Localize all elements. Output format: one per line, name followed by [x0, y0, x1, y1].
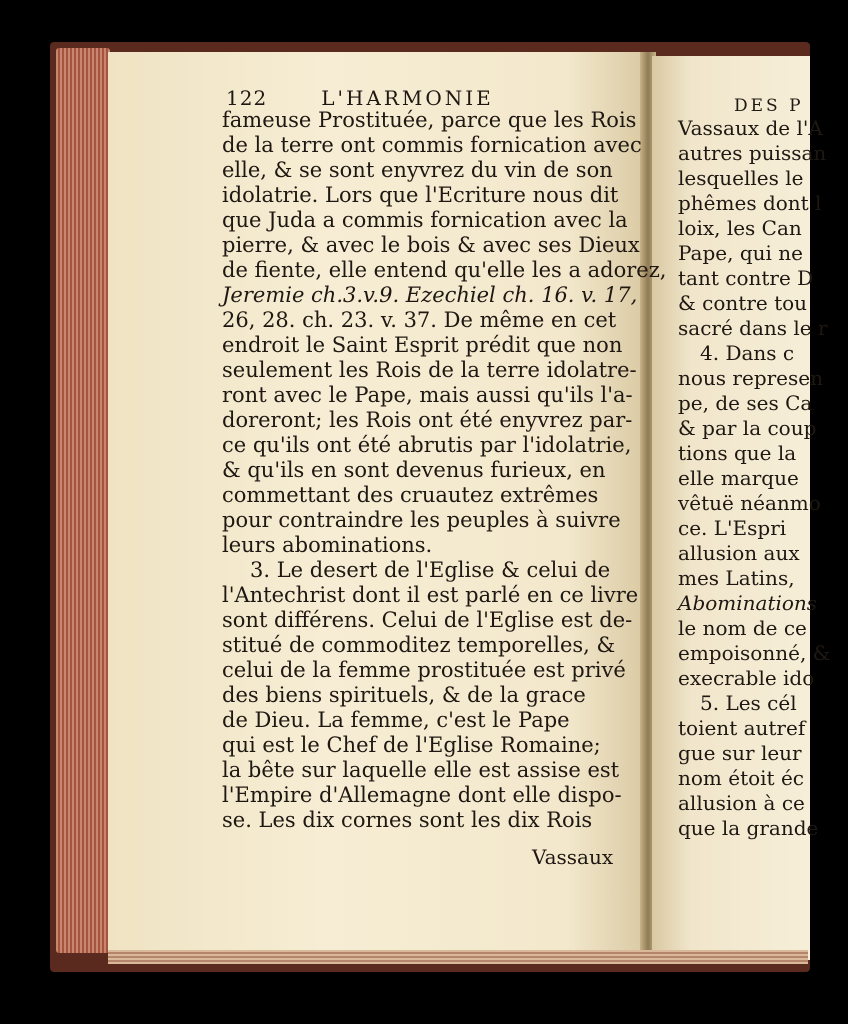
left-text-line: ront avec le Pape, mais aussi qu'ils l'a-: [222, 383, 633, 407]
left-text-line: sont différens. Celui de l'Eglise est de-: [222, 608, 633, 632]
left-text-line: ce qu'ils ont été abrutis par l'idolatrie,: [222, 433, 632, 457]
left-text-line: de Dieu. La femme, c'est le Pape: [222, 708, 570, 732]
left-text-line: 3. Le desert de l'Eglise & celui de: [250, 558, 611, 582]
right-text-line: lesquelles le: [678, 166, 804, 190]
left-text-line: la bête sur laquelle elle est assise est: [222, 758, 620, 782]
left-text-line: endroit le Saint Esprit prédit que non: [222, 333, 623, 357]
right-text-line: pe, de ses Ca: [678, 391, 813, 415]
right-text-line: autres puissan: [678, 141, 827, 165]
right-text-line: Abominations: [678, 591, 818, 615]
right-text-line: & contre tou: [678, 291, 808, 315]
right-text-block: [652, 56, 831, 960]
left-text-line: seulement les Rois de la terre idolatre-: [222, 358, 637, 382]
left-text-line: l'Antechrist dont il est parlé en ce livre: [222, 583, 639, 607]
right-text-line: gue sur leur: [678, 741, 802, 765]
right-text-line: Pape, qui ne: [678, 241, 803, 265]
left-text-line: pour contraindre les peuples à suivre: [222, 508, 621, 532]
left-text-line: fameuse Prostituée, parce que les Rois: [222, 108, 637, 132]
left-text-line: que Juda a commis fornication avec la: [222, 208, 628, 232]
left-text-line: idolatrie. Lors que l'Ecriture nous dit: [222, 183, 619, 207]
right-running-head: DES P: [734, 96, 804, 116]
left-text-line: elle, & se sont enyvrez du vin de son: [222, 158, 613, 182]
right-text-line: tions que la: [678, 441, 797, 465]
running-title: L'HARMONIE: [321, 86, 494, 110]
left-text-line: de fiente, elle entend qu'elle les a adorez,: [222, 258, 667, 282]
right-text-line: loix, les Can: [678, 216, 802, 240]
right-text-line: empoisonné, &: [678, 641, 831, 665]
left-text-line: leurs abominations.: [222, 533, 433, 557]
left-text-line: 26, 28. ch. 23. v. 37. De même en cet: [222, 308, 617, 332]
right-text-line: & par la coup: [678, 416, 817, 440]
right-text-line: allusion à ce: [678, 791, 805, 815]
right-text-line: tant contre D: [678, 266, 814, 290]
left-text-line: de la terre ont commis fornication avec: [222, 133, 642, 157]
right-text-line: 5. Les cél: [700, 691, 797, 715]
left-text-line: pierre, & avec le bois & avec ses Dieux: [222, 233, 640, 257]
right-text-line: elle marque: [678, 466, 799, 490]
catchword: Vassaux: [532, 845, 614, 869]
left-text-line: stitué de commoditez temporelles, &: [222, 633, 616, 657]
left-text-line: qui est le Chef de l'Eglise Romaine;: [222, 733, 601, 757]
right-text-line: sacré dans le r: [678, 316, 828, 340]
left-text-line: l'Empire d'Allemagne dont elle dispo-: [222, 783, 622, 807]
right-text-line: phêmes dont l: [678, 191, 822, 215]
right-text-line: toient autref: [678, 716, 806, 740]
right-text-line: mes Latins,: [678, 566, 795, 590]
page-number: 122: [226, 86, 268, 110]
right-text-line: que la grande: [678, 816, 819, 840]
left-text-line: celui de la femme prostituée est privé: [222, 658, 626, 682]
left-text-line: commettant des cruautez extrêmes: [222, 483, 599, 507]
page-edges: [56, 48, 110, 953]
right-text-line: nom étoit éc: [678, 766, 804, 790]
left-text-line: doreront; les Rois ont été enyvrez par-: [222, 408, 633, 432]
right-text-line: Vassaux de l'A: [678, 116, 823, 140]
right-text-line: execrable ido: [678, 666, 815, 690]
left-text-line: se. Les dix cornes sont les dix Rois: [222, 808, 593, 832]
right-text-line: allusion aux: [678, 541, 800, 565]
left-text-line: Jeremie ch.3.v.9. Ezechiel ch. 16. v. 17,: [222, 283, 638, 307]
left-text-line: des biens spirituels, & de la grace: [222, 683, 586, 707]
right-text-line: le nom de ce: [678, 616, 807, 640]
right-text-line: nous represen: [678, 366, 823, 390]
right-text-line: vêtuë néanmo: [678, 491, 821, 515]
right-text-line: 4. Dans c: [700, 341, 795, 365]
right-text-line: ce. L'Espri: [678, 516, 787, 540]
left-text-line: & qu'ils en sont devenus furieux, en: [222, 458, 606, 482]
